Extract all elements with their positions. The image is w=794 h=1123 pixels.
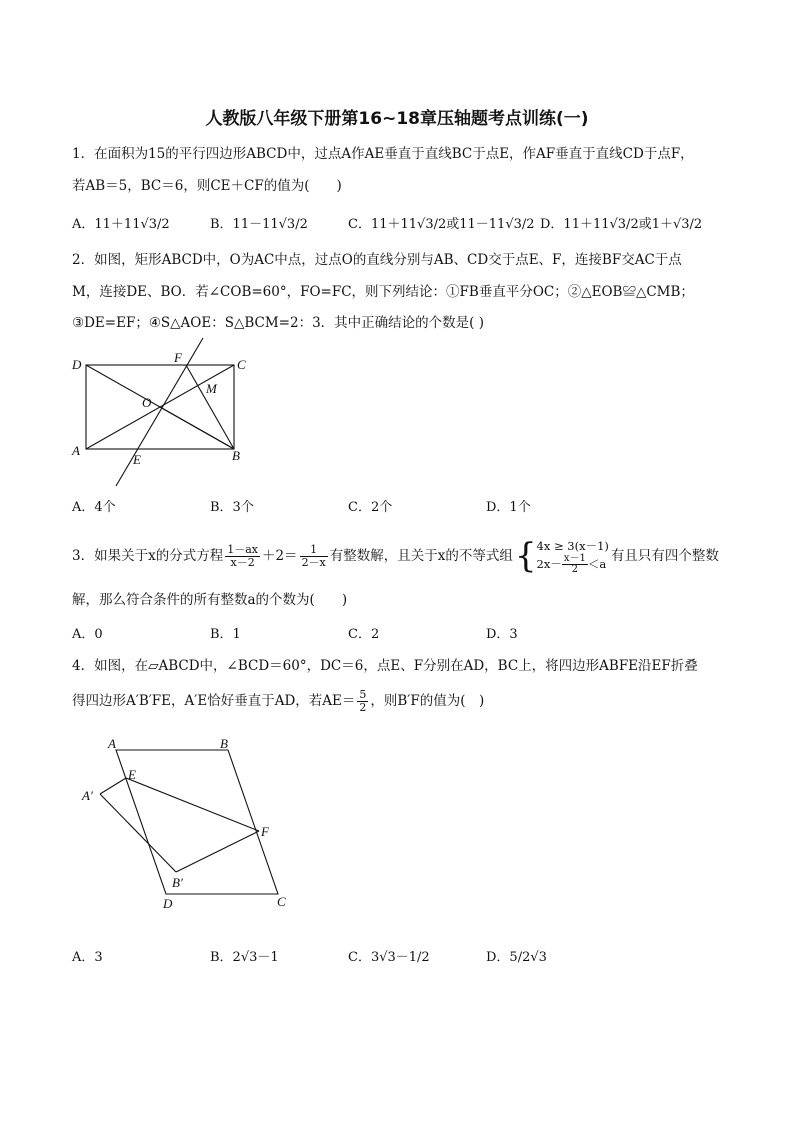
label-c: C <box>237 357 246 372</box>
segment-a-prime-b-prime <box>100 794 176 872</box>
parallelogram-abcd <box>116 750 278 894</box>
q4-option-a: A．3 <box>72 950 103 965</box>
label-d: D <box>72 357 82 372</box>
label-m: M <box>206 381 217 396</box>
q2-option-d: D．1个 <box>486 500 531 515</box>
label-e: E <box>133 452 141 467</box>
inequality-2-b: ＜a <box>587 557 607 571</box>
label-b: B <box>220 736 228 751</box>
q4-line1: 4．如图，在▱ABCD中，∠BCD＝60°，DC＝6，点E、F分别在AD，BC上，将四边形ABFE沿EF折叠 <box>72 658 698 674</box>
inequality-1: 4x ≥ 3(x－1) <box>536 538 609 553</box>
q4-option-d: D．5/2√3 <box>486 950 547 965</box>
q3-option-d: D．3 <box>486 627 518 642</box>
q1-line1: 1．在面积为15的平行四边形ABCD中，过点A作AE垂直于直线BC于点E，作AF垂直于直线CD于点F， <box>72 146 694 162</box>
inequality-system <box>515 538 609 575</box>
segment-b-prime-f <box>176 831 259 872</box>
segment-fb <box>186 365 234 449</box>
q3-line2: 解，那么符合条件的所有整数a的个数为( ) <box>72 592 348 608</box>
q4-text-b: ，则B′F的值为( ) <box>370 693 485 709</box>
q3-option-b: B．1 <box>210 627 241 642</box>
q4-option-b: B．2√3－1 <box>210 950 279 965</box>
q2-line2: M，连接DE、BO．若∠COB=60°，FO=FC，则下列结论：①FB垂直平分OC；②△EOB≌△CMB； <box>72 284 694 300</box>
segment-ea-prime <box>100 778 126 794</box>
q2-option-b: B．3个 <box>210 500 254 515</box>
q1-option-c: C．11＋11√3/2或11－11√3/2 <box>348 217 535 232</box>
label-d: D <box>163 896 173 911</box>
q3-eq-lhs-num: 1－ax <box>227 542 258 556</box>
label-o: O <box>142 395 152 410</box>
q2-line1: 2．如图，矩形ABCD中，O为AC中点，过点O的直线分别与AB、CD交于点E、F，连接BF交AC于点 <box>72 252 682 268</box>
q4-text-a: 得四边形A′B′FE，A′E恰好垂直于AD，若AE＝ <box>72 693 356 709</box>
q4-parallelogram-figure <box>78 736 308 916</box>
inequality-2-fraction <box>562 554 588 575</box>
q2-option-c: C．2个 <box>348 500 393 515</box>
segment-ob <box>160 407 234 449</box>
q2-option-a: A．4个 <box>72 500 116 515</box>
q3-option-a: A．0 <box>72 627 103 642</box>
label-a-prime: A′ <box>82 788 93 803</box>
q3-text-b: 有整数解，且关于x的不等式组 <box>329 548 513 564</box>
q3-option-c: C．2 <box>348 627 380 642</box>
line-ef <box>116 338 203 486</box>
q2-line3: ③DE=EF；④S△AOE：S△BCM=2：3．其中正确结论的个数是( ) <box>72 315 484 331</box>
q3-text-a: 3．如果关于x的分式方程 <box>72 548 224 564</box>
inequality-2-a: 2x－ <box>536 557 562 571</box>
inequality-2-num: x－1 <box>563 552 586 564</box>
label-a: A <box>72 443 80 458</box>
label-b-prime: B′ <box>172 875 183 890</box>
q4-ae-fraction <box>357 689 368 714</box>
q1-line2: 若AB＝5，BC＝6，则CE＋CF的值为( ) <box>72 178 342 194</box>
label-f: F <box>261 824 269 839</box>
q1-option-b: B．11－11√3/2 <box>210 217 308 232</box>
q3-eq-rhs-fraction <box>300 544 328 569</box>
inequality-2 <box>537 554 609 575</box>
q4-ae-num: 5 <box>359 687 367 701</box>
q4-ae-den: 2 <box>359 700 367 714</box>
label-a: A <box>108 736 116 751</box>
inequality-2-den: 2 <box>571 563 579 575</box>
q3-eq-lhs-den: x－2 <box>230 555 255 569</box>
q2-rectangle-figure <box>68 338 248 488</box>
q3-eq-rhs-den: 2－x <box>301 555 326 569</box>
label-b: B <box>232 448 240 463</box>
q3-eq-rhs-num: 1 <box>300 544 328 557</box>
q3-line1 <box>72 536 732 576</box>
q4-line2 <box>72 684 732 718</box>
q1-option-d: D．11＋11√3/2或1＋√3/2 <box>540 217 703 232</box>
q1-option-a: A．11＋11√3/2 <box>72 217 170 232</box>
q3-eq-mid: ＋2＝ <box>261 548 298 564</box>
q4-option-c: C．3√3－1/2 <box>348 950 430 965</box>
q3-text-c: 有且只有四个整数 <box>610 548 719 564</box>
segment-ef <box>126 778 259 831</box>
label-f: F <box>174 350 182 365</box>
label-e: E <box>128 767 136 782</box>
label-c: C <box>277 894 286 909</box>
q3-eq-lhs-fraction <box>225 544 260 569</box>
brace-icon: { <box>514 536 537 576</box>
page-title: 人教版八年级下册第16~18章压轴题考点训练(一) <box>205 109 589 129</box>
